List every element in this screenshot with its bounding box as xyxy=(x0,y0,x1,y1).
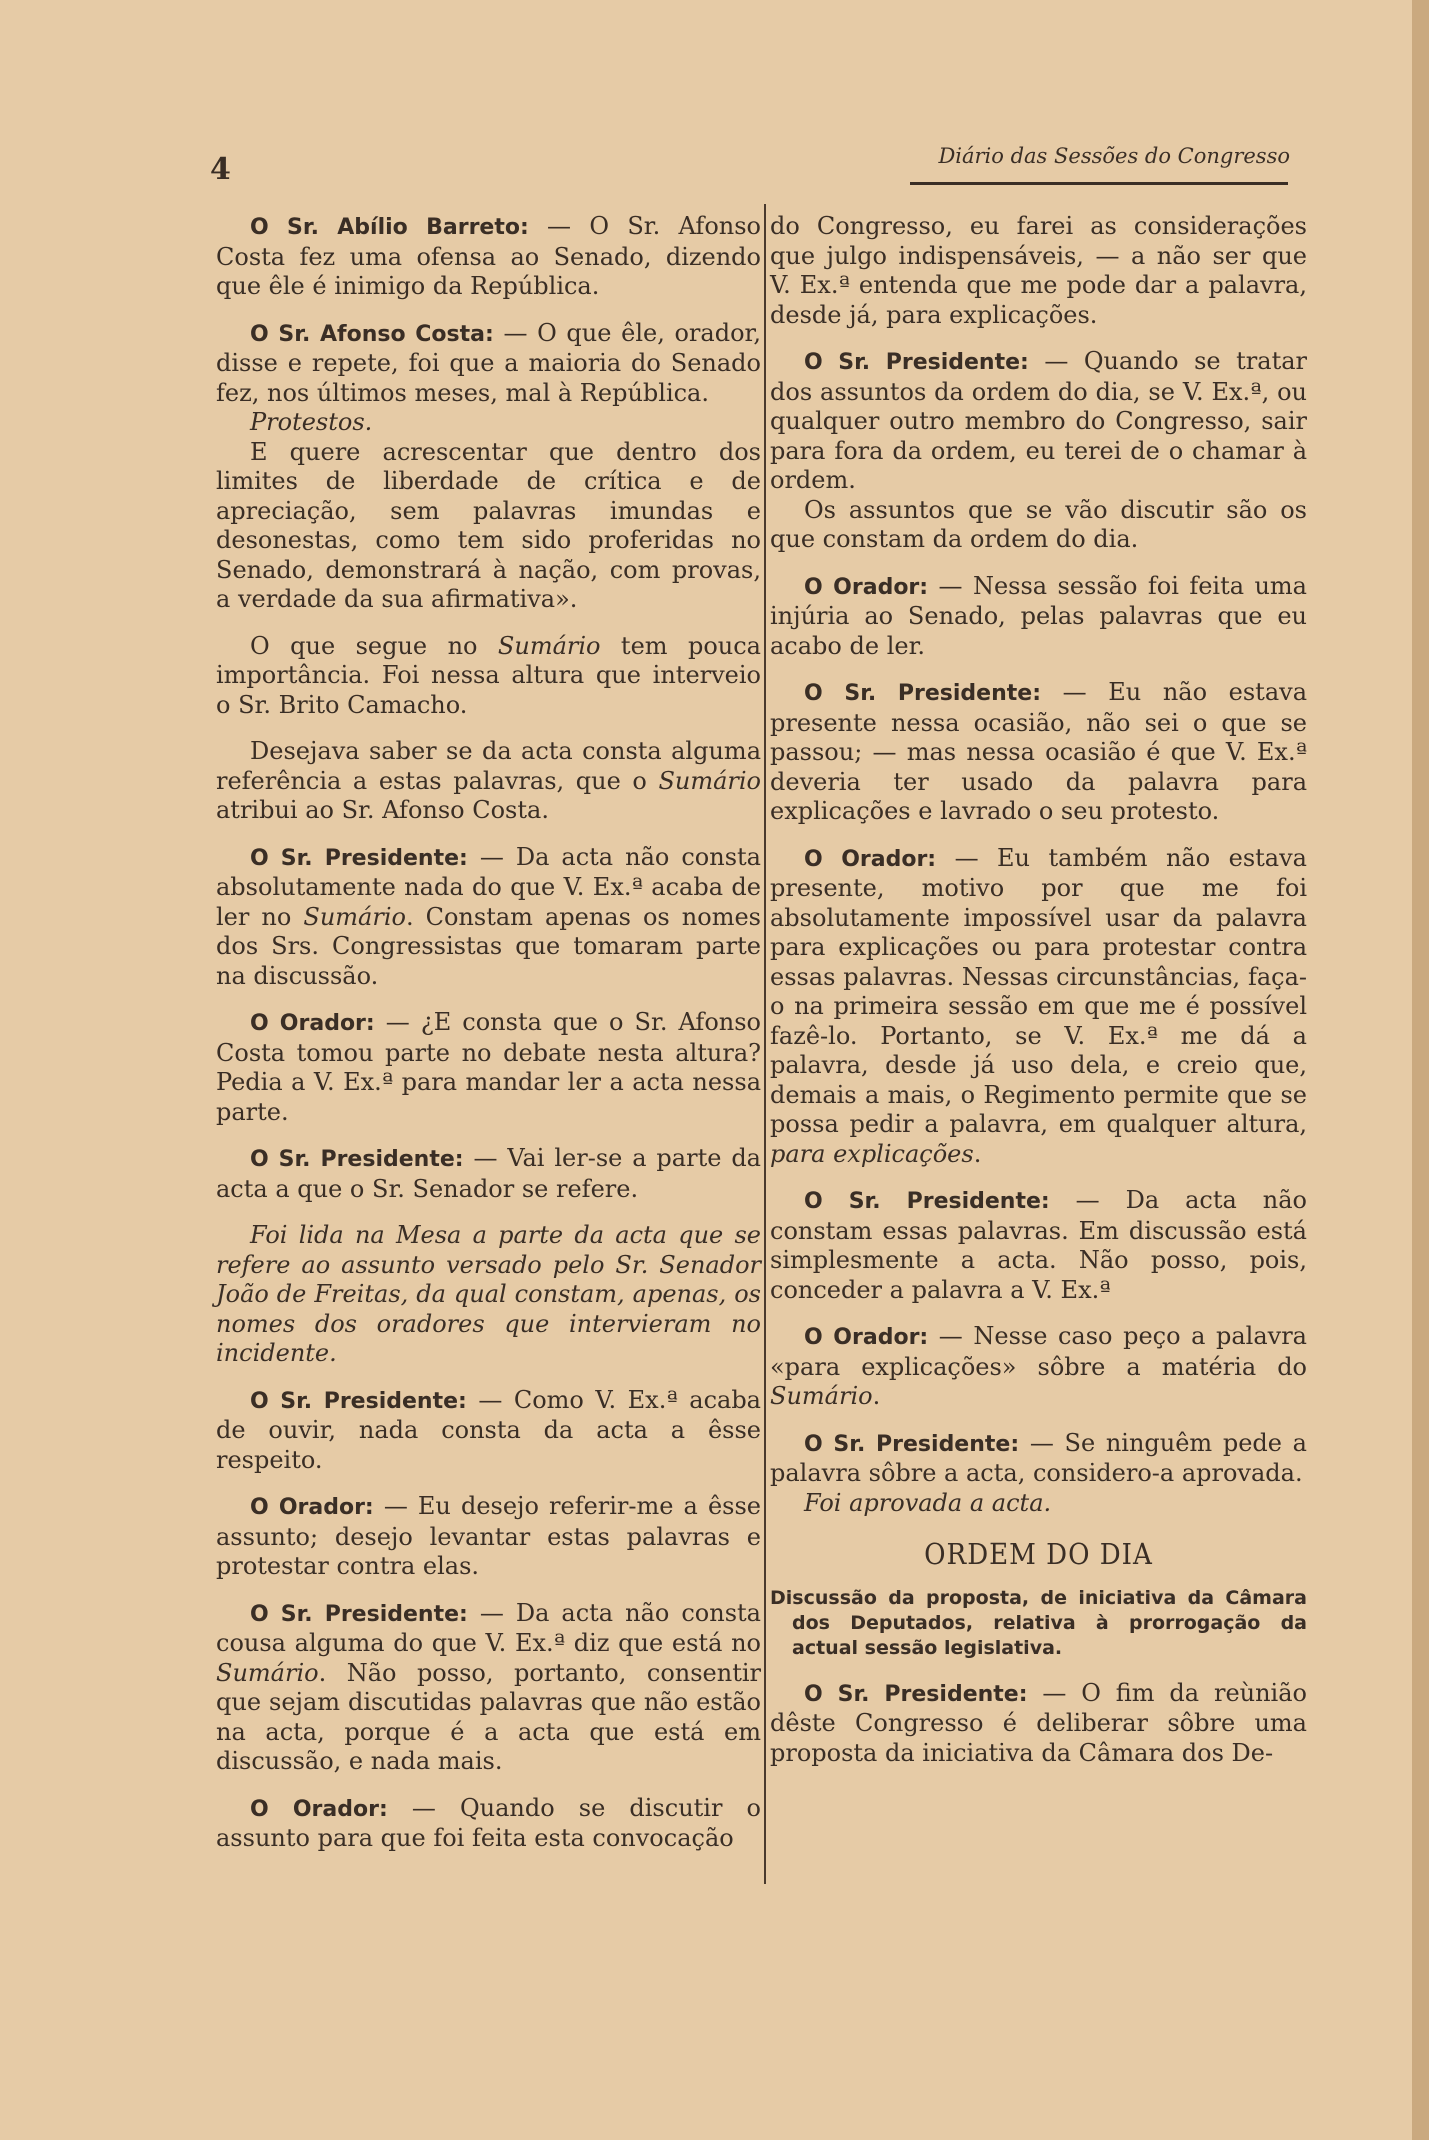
paragraph xyxy=(216,319,761,409)
paragraph-text: — Eu não estava presente nessa ocasião, não sei o que se passou; — mas nessa ocasião é que V. Ex.ª deveria ter usado da palavra para explicações e lavrado o seu protesto. xyxy=(770,678,1307,825)
italic-text: Sumário xyxy=(216,1658,319,1687)
paragraph xyxy=(770,1429,1307,1489)
section-subheading: Discussão da proposta, de iniciativa da Câmara dos Deputados, relativa à prorrogação da actual sessão legislativa. xyxy=(770,1586,1307,1659)
paragraph-text: — Se ninguêm pede a palavra sôbre a acta, considero-a aprovada. xyxy=(770,1428,1307,1487)
paragraph-text: — Da acta não consta absolutamente nada do que V. Ex.ª acaba de ler no xyxy=(216,842,761,931)
paragraph-text: Desejava saber se da acta consta alguma referência a estas palavras, que o xyxy=(216,737,761,795)
paragraph-text: . xyxy=(872,1382,881,1410)
paragraph-text: — Nesse caso peço a palavra «para explicações» sôbre a matéria do xyxy=(770,1322,1307,1381)
speaker-name: O Sr. Presidente: xyxy=(804,1189,1050,1214)
paragraph xyxy=(770,496,1307,555)
italic-text: para explicações xyxy=(770,1139,974,1168)
speaker-name: O Sr. Presidente: xyxy=(250,845,468,871)
italic-text: Protestos. xyxy=(250,408,373,436)
paragraph-text: . Constam apenas os nomes dos Srs. Congressistas que tomaram parte na discussão. xyxy=(216,902,761,990)
paragraph xyxy=(770,1489,1307,1519)
paragraph xyxy=(216,408,761,438)
speaker-name: O Sr. Presidente: xyxy=(804,350,1029,375)
italic-text: Foi aprovada a acta. xyxy=(804,1488,1052,1517)
header-rule xyxy=(910,182,1288,185)
speaker-name: O Orador: xyxy=(250,1495,374,1520)
paragraph xyxy=(216,438,761,615)
paragraph xyxy=(216,843,761,992)
paragraph-text: do Congresso, eu farei as considerações que julgo indispensáveis, — a não ser que V. Ex.ª entenda que me pode dar a palavra, desde já, para explicações. xyxy=(770,212,1307,329)
paragraph xyxy=(216,1221,761,1369)
speaker-name: O Sr. Presidente: xyxy=(250,1388,467,1414)
paragraph xyxy=(770,212,1307,330)
section-heading: ORDEM DO DIA xyxy=(924,1537,1153,1571)
page-edge xyxy=(1412,0,1429,2140)
speaker-name: O Orador: xyxy=(250,1011,375,1036)
italic-text: Sumário xyxy=(497,631,601,660)
paragraph-text: . xyxy=(973,1139,982,1168)
italic-text: Sumário xyxy=(770,1382,873,1410)
paragraph-text: E quere acrescentar que dentro dos limites de liberdade de crítica e de apreciação, sem palavras imundas e desonestas, como tem sido proferidas no Senado, demonstrará à nação, com provas, a verdade da sua afirmativa». xyxy=(216,437,761,613)
speaker-name: O Orador: xyxy=(250,1796,388,1822)
speaker-name: O Orador: xyxy=(804,1325,929,1350)
paragraph xyxy=(770,844,1307,1170)
speaker-name: O Sr. Afonso Costa: xyxy=(250,321,494,347)
paragraph-text: — Quando se tratar dos assuntos da ordem do dia, se V. Ex.ª, ou qualquer outro membro do Congresso, sair para fora da ordem, eu terei de o chamar à ordem. xyxy=(770,347,1307,494)
paragraph xyxy=(216,632,761,721)
speaker-name: O Sr. Presidente: xyxy=(804,1431,1020,1457)
paragraph-text: — Como V. Ex.ª acaba de ouvir, nada consta da acta a êsse respeito. xyxy=(216,1385,761,1474)
paragraph-text: — Nessa sessão foi feita uma injúria ao Senado, pelas palavras que eu acabo de ler. xyxy=(770,571,1307,660)
paragraph-text: — Quando se discutir o assunto para que foi feita esta convocação xyxy=(216,1793,761,1852)
paragraph-text: Os assuntos que se vão discutir são os que constam da ordem do dia. xyxy=(770,495,1307,553)
paragraph-text: — Eu desejo referir-me a êsse assunto; desejo levantar estas palavras e protestar contra elas. xyxy=(216,1492,761,1580)
italic-text: Sumário xyxy=(303,902,406,931)
paragraph xyxy=(216,1492,761,1582)
paragraph xyxy=(770,572,1307,662)
paragraph-text: . Não posso, portanto, consentir que sejam discutidas palavras que não estão na acta, porque é a acta que está em discussão, e nada mais. xyxy=(216,1658,761,1775)
left-column xyxy=(216,212,761,1871)
page-number: 4 xyxy=(210,152,231,187)
speaker-name: O Sr. Presidente: xyxy=(804,1681,1028,1707)
paragraph-text: O que segue no xyxy=(250,631,498,660)
paragraph xyxy=(216,737,761,826)
paragraph xyxy=(216,212,761,302)
speaker-name: O Sr. Presidente: xyxy=(804,681,1042,706)
running-title: Diário das Sessões do Congresso xyxy=(938,144,1290,168)
paragraph-text: — O Sr. Afonso Costa fez uma ofensa ao Senado, dizendo que êle é inimigo da República. xyxy=(216,212,761,300)
right-column xyxy=(770,212,1307,1785)
paragraph-text: atribui ao Sr. Afonso Costa. xyxy=(216,796,549,824)
speaker-name: O Sr. Presidente: xyxy=(250,1147,464,1172)
italic-text: Sumário xyxy=(658,766,761,795)
paragraph-text: — Da acta não consta cousa alguma do que V. Ex.ª diz que está no xyxy=(216,1598,761,1657)
paragraph xyxy=(216,1794,761,1854)
paragraph-text: — Eu também não estava presente, motivo por que me foi absolutamente impossível usar da palavra para explicações ou para protestar contra essas palavras. Nessas circunstâncias, faça-o na primeira sessão em que me é possível fazê-lo. Portanto, se V. Ex.ª me dá a palavra, desde já uso dela, e creio que, demais a mais, o Regimento permite que se possa pedir a palavra, em qualquer altura, xyxy=(770,843,1307,1138)
paragraph xyxy=(216,1144,761,1204)
column-divider xyxy=(764,204,766,1884)
paragraph-text: — O fim da reùnião dêste Congresso é deliberar sôbre uma proposta da iniciativa da Câmara dos De- xyxy=(770,1678,1307,1767)
speaker-name: O Sr. Abílio Barreto: xyxy=(250,215,529,240)
speaker-name: O Sr. Presidente: xyxy=(250,1601,468,1627)
paragraph xyxy=(216,1386,761,1476)
paragraph xyxy=(216,1599,761,1777)
paragraph-text: tem pouca importância. Foi nessa altura que interveio o Sr. Brito Camacho. xyxy=(216,631,761,719)
paragraph-text: — Vai ler-se a parte da acta a que o Sr. Senador se refere. xyxy=(216,1144,761,1203)
paragraph-text: — O que êle, orador, disse e repete, foi que a maioria do Senado fez, nos últimos meses, mal à República. xyxy=(216,318,761,407)
paragraph-text: — Da acta não constam essas palavras. Em discussão está simplesmente a acta. Não posso, pois, conceder a palavra a V. Ex.ª xyxy=(770,1186,1307,1304)
paragraph xyxy=(770,347,1307,496)
paragraph xyxy=(216,1008,761,1127)
italic-text: Foi lida na Mesa a parte da acta que se refere ao assunto versado pelo Sr. Senador João de Freitas, da qual constam, apenas, os nomes dos oradores que intervieram no incidente. xyxy=(216,1221,761,1367)
paragraph xyxy=(770,1679,1307,1769)
speaker-name: O Orador: xyxy=(804,846,937,872)
paragraph xyxy=(770,678,1307,827)
speaker-name: O Orador: xyxy=(804,574,929,600)
paragraph xyxy=(770,1322,1307,1412)
paragraph-text: — ¿E consta que o Sr. Afonso Costa tomou parte no debate nesta altura? Pedia a V. Ex.ª para mandar ler a acta nessa parte. xyxy=(216,1008,761,1126)
paragraph xyxy=(770,1186,1307,1305)
